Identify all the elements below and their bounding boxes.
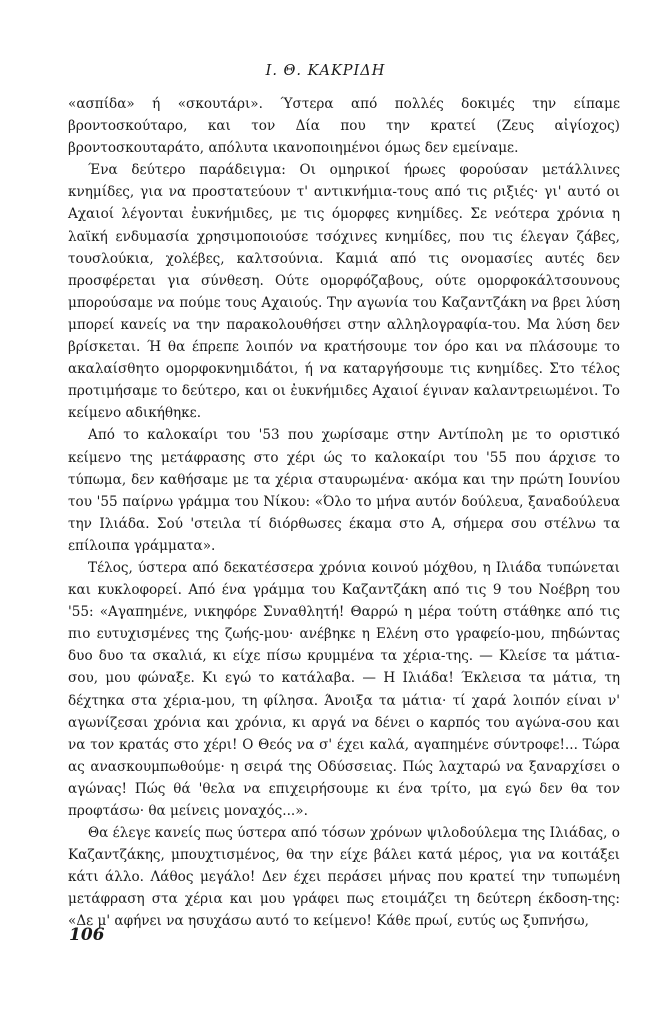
page-number: 106 xyxy=(69,925,105,945)
paragraph-1: «ασπίδα» ή «σκουτάρι». Ύστερα από πολλές δοκιμές την είπαμε βροντοσκούταρο, και τον Δία που την κρατεί (Ζευς αἰγίοχος) βροντοσκουταράτο, απόλυτα ικανοποιημένοι όμως δεν εμείναμε. xyxy=(68,96,620,157)
running-head: Ι. Θ. ΚΑΚΡΙΔΗ xyxy=(265,63,386,79)
paragraph-5: Θα έλεγε κανείς πως ύστερα από τόσων χρόνων ψιλοδούλεμα της Ιλιάδας, ο Καζαντζάκης, μπουχτισμένος, θα την είχε βάλει κατά μέρος, για να κοιτάξει κάτι άλλο. Λάθος μεγάλο! Δεν έχει περάσει μήνας που κρατεί την τυπωμένη μετάφραση στα χέρια και μου γράφει πως ετοιμάζει τη δεύτερη έκδοση-της: «Δε μ' αφήνει να ησυχάσω αυτό το κείμενο! Κάθε πρωί, ευτύς ως ξυπνήσω, xyxy=(68,825,620,930)
body-text xyxy=(68,93,620,933)
paragraph-4: Τέλος, ύστερα από δεκατέσσερα χρόνια κοινού μόχθου, η Ιλιάδα τυπώνεται και κυκλοφορεί. Από ένα γράμμα του Καζαντζάκη από τις 9 του Νοέβρη του '55: «Αγαπημένε, νικηφόρε Συναθλητή! Θαρρώ η μέρα τούτη στάθηκε από τις πιο ευτυχισμένες της ζωής-μου· ανέβηκε η Ελένη στο γραφείο-μου, πηδώντας δυο δυο τα σκαλιά, κι είχε πίσω κρυμμένα τα χέρια-της. — Κλείσε τα μάτια-σου, μου φώναξε. Κι εγώ το κατάλαβα. — Η Ιλιάδα! Έκλεισα τα μάτια, τη δέχτηκα στα χέρια-μου, τη φίλησα. Άνοιξα τα μάτια· τί χαρά λοιπόν είναι ν' αγωνίζεσαι χρόνια και χρόνια, κι αργά να δένει ο καρπός του αγώνα-σου και να τον κρατάς στο χέρι! Ο Θεός να σ' έχει καλά, αγαπημένε σύντροφε!... Τώρα ας ανασκουμπωθούμε· η σειρά της Οδύσσειας. Πώς λαχταρώ να ξαναρχίσει ο αγώνας! Πώς θά 'θελα να επιχειρήσουμε κι ένα τρίτο, μα εγώ δεν θα τον προφτάσω· θα μείνεις μοναχός...». xyxy=(68,559,620,819)
paragraph-2: Ένα δεύτερο παράδειγμα: Οι ομηρικοί ήρωες φορούσαν μετάλλινες κνημίδες, για να προστατεύουν τ' αντικνήμια-τους από τις ριξιές· γι' αυτό οι Αχαιοί λέγονται ἐυκνήμιδες, με τις όμορφες κνημίδες. Σε νεότερα χρόνια η λαϊκή ενδυμασία χρησιμοποιούσε τσόχινες κνημίδες, που τις έλεγαν ζάβες, τουσλούκια, χολέβες, καλτσούνια. Καμιά από τις ονομασίες αυτές δεν προσφέρεται για σύνθεση. Ούτε ομορφόζαβους, ούτε ομορφοκάλτσουνους μπορούσαμε να πούμε τους Αχαιούς. Την αγωνία του Καζαντζάκη να βρει λύση μπορεί κανείς να την παρακολουθήσει στην αλληλογραφία-του. Μα λύση δεν βρίσκεται. Ή θα έπρεπε λοιπόν να κρατήσουμε τον όρο και να πλάσουμε το ακαλαίσθητο ομορφοκνημιδάτοι, ή να καταργήσουμε τις κνημίδες. Στο τέλος προτιμήσαμε το δεύτερο, και οι ἐυκνήμιδες Αχαιοί έγιναν καλαντρειωμένοι. Το κείμενο αδικήθηκε. xyxy=(68,162,620,422)
paragraph-3: Από το καλοκαίρι του '53 που χωρίσαμε στην Αντίπολη με το οριστικό κείμενο της μετάφρασης στο χέρι ώς το καλοκαίρι του '55 που άρχισε το τύπωμα, δεν καθήσαμε με τα χέρια σταυρωμένα· ακόμα και την πρώτη Ιουνίου του '55 παίρνω γράμμα του Νίκου: «Όλο το μήνα αυτόν δούλευα, ξαναδούλευα την Ιλιάδα. Σού 'στειλα τί διόρθωσες έκαμα στο Α, σήμερα σου στέλνω τα επίλοιπα γράμματα». xyxy=(68,427,620,554)
